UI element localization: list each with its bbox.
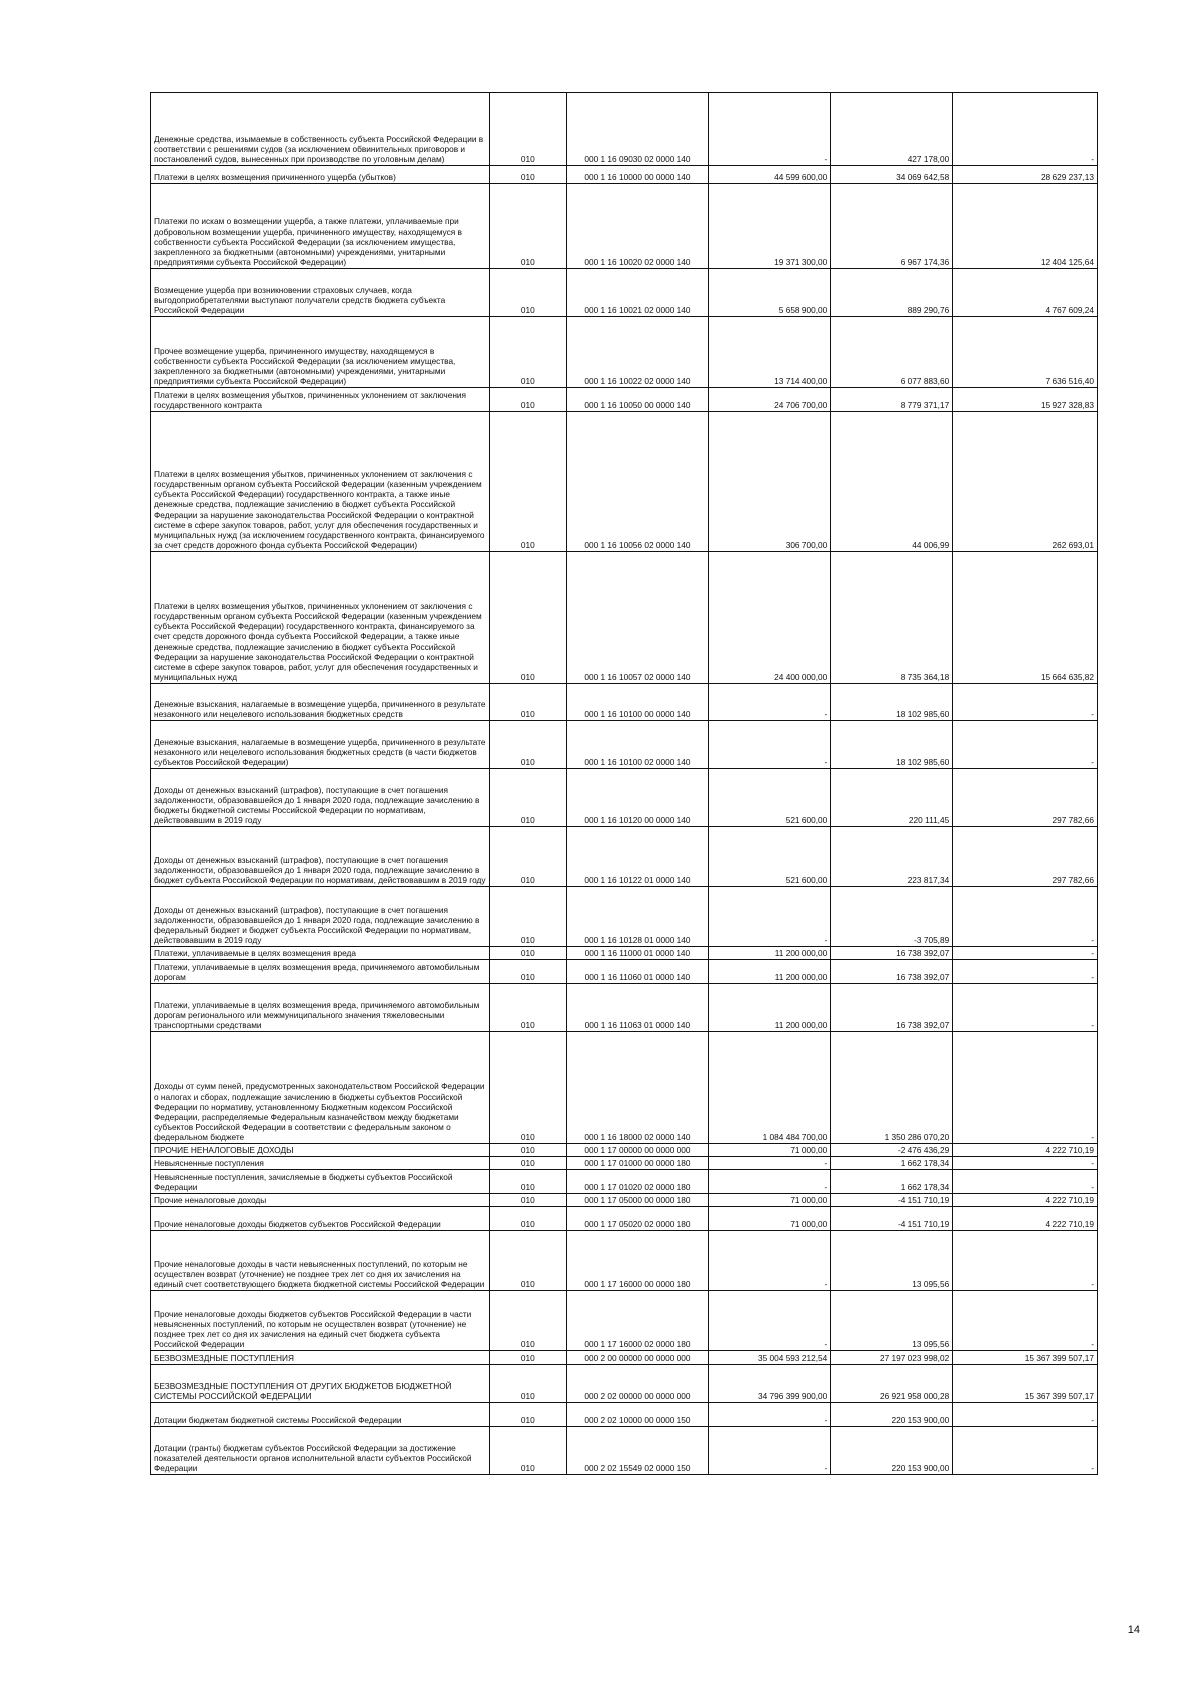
budget-classification-code-cell: 000 2 02 00000 00 0000 000 [566, 1365, 709, 1403]
line-code-cell: 010 [490, 1291, 567, 1351]
line-code-cell: 010 [490, 93, 567, 166]
table-row [151, 684, 1098, 721]
unexecuted-amount-cell: - [953, 1291, 1098, 1351]
unexecuted-amount-cell: - [953, 1427, 1098, 1475]
unexecuted-amount-cell: - [953, 1032, 1098, 1144]
budget-classification-code-cell: 000 1 16 10100 02 0000 140 [566, 721, 709, 769]
budget-classification-code-cell: 000 1 16 10020 02 0000 140 [566, 184, 709, 269]
unexecuted-amount-cell: - [953, 960, 1098, 984]
approved-plan-cell: 24 706 700,00 [709, 388, 831, 412]
income-name-cell: Денежные взыскания, налагаемые в возмещение ущерба, причиненного в результате незаконного или нецелевого использования бюджетных средств [151, 684, 490, 721]
approved-plan-cell: - [709, 93, 831, 166]
budget-classification-code-cell: 000 1 17 05000 00 0000 180 [566, 1194, 709, 1207]
income-name-cell: Возмещение ущерба при возникновении страховых случаев, когда выгодоприобретателями выступают получатели средств бюджета субъекта Российской Федерации [151, 269, 490, 317]
line-code-cell: 010 [490, 827, 567, 887]
table-row [151, 947, 1098, 960]
budget-income-table [150, 92, 1098, 1475]
income-name-cell: Прочее возмещение ущерба, причиненного имуществу, находящемуся в собственности субъекта Российской Федерации (за исключением имущества, закрепленного за бюджетными (автономными) учреждениями, унитарными предприятиями субъекта Российской Федерации) [151, 317, 490, 388]
approved-plan-cell: - [709, 1427, 831, 1475]
income-name-cell: Доходы от денежных взысканий (штрафов), поступающие в счет погашения задолженности, образовавшейся до 1 января 2020 года, подлежащие зачислению в федеральный бюджет и бюджет субъекта Российской Федерации по нормативам, действовавшим в 2019 году [151, 887, 490, 947]
line-code-cell: 010 [490, 1427, 567, 1475]
line-code-cell: 010 [490, 166, 567, 184]
table-row [151, 1351, 1098, 1365]
line-code-cell: 010 [490, 1194, 567, 1207]
approved-plan-cell: 71 000,00 [709, 1194, 831, 1207]
income-name-cell: Невыясненные поступления, зачисляемые в бюджеты субъектов Российской Федерации [151, 1170, 490, 1194]
executed-amount-cell: 8 735 364,18 [831, 552, 953, 684]
executed-amount-cell: -3 705,89 [831, 887, 953, 947]
approved-plan-cell: 71 000,00 [709, 1207, 831, 1231]
budget-classification-code-cell: 000 1 17 01000 00 0000 180 [566, 1157, 709, 1170]
executed-amount-cell: 1 662 178,34 [831, 1157, 953, 1170]
unexecuted-amount-cell: 4 222 710,19 [953, 1144, 1098, 1157]
approved-plan-cell: 11 200 000,00 [709, 960, 831, 984]
executed-amount-cell: 223 817,34 [831, 827, 953, 887]
approved-plan-cell: - [709, 721, 831, 769]
income-name-cell: Денежные средства, изымаемые в собственность субъекта Российской Федерации в соответствии с решениями судов (за исключением обвинительных приговоров и постановлений судов, вынесенных при производстве по уголовным делам) [151, 93, 490, 166]
income-name-cell: Прочие неналоговые доходы в части невыясненных поступлений, по которым не осуществлен возврат (уточнение) не позднее трех лет со дня их зачисления на единый счет соответствующего бюджета бюджетной системы Российской Федерации [151, 1231, 490, 1291]
income-name-cell: Доходы от денежных взысканий (штрафов), поступающие в счет погашения задолженности, образовавшейся до 1 января 2020 года, подлежащие зачислению в бюджеты бюджетной системы Российской Федерации по нормативам, действовавшим в 2019 году [151, 769, 490, 827]
line-code-cell: 010 [490, 1032, 567, 1144]
income-name-cell: Доходы от сумм пеней, предусмотренных законодательством Российской Федерации о налогах и сборах, подлежащие зачислению в бюджеты субъектов Российской Федерации по нормативу, установленному Бюджетным кодексом Российской Федерации, распределяемые Федеральным казначейством между бюджетами субъектов Российской Федерации в соответствии с федеральным законом о федеральном бюджете [151, 1032, 490, 1144]
table-row [151, 1403, 1098, 1427]
table-row [151, 388, 1098, 412]
approved-plan-cell: 306 700,00 [709, 412, 831, 552]
income-name-cell: Платежи в целях возмещения причиненного ущерба (убытков) [151, 166, 490, 184]
approved-plan-cell: 13 714 400,00 [709, 317, 831, 388]
approved-plan-cell: 19 371 300,00 [709, 184, 831, 269]
unexecuted-amount-cell: - [953, 1170, 1098, 1194]
table-row [151, 984, 1098, 1032]
income-name-cell: БЕЗВОЗМЕЗДНЫЕ ПОСТУПЛЕНИЯ ОТ ДРУГИХ БЮДЖЕТОВ БЮДЖЕТНОЙ СИСТЕМЫ РОССИЙСКОЙ ФЕДЕРАЦИИ [151, 1365, 490, 1403]
table-row [151, 827, 1098, 887]
executed-amount-cell: -2 476 436,29 [831, 1144, 953, 1157]
income-name-cell: Дотации (гранты) бюджетам субъектов Российской Федерации за достижение показателей деятельности органов исполнительной власти субъектов Российской Федерации [151, 1427, 490, 1475]
table-row [151, 1157, 1098, 1170]
table-row [151, 1291, 1098, 1351]
table-row [151, 769, 1098, 827]
line-code-cell: 010 [490, 1170, 567, 1194]
table-row [151, 1032, 1098, 1144]
table-row [151, 166, 1098, 184]
line-code-cell: 010 [490, 1403, 567, 1427]
executed-amount-cell: 220 111,45 [831, 769, 953, 827]
line-code-cell: 010 [490, 1365, 567, 1403]
budget-classification-code-cell: 000 1 16 10056 02 0000 140 [566, 412, 709, 552]
unexecuted-amount-cell: - [953, 93, 1098, 166]
line-code-cell: 010 [490, 984, 567, 1032]
income-name-cell: Прочие неналоговые доходы бюджетов субъектов Российской Федерации [151, 1207, 490, 1231]
unexecuted-amount-cell: 28 629 237,13 [953, 166, 1098, 184]
approved-plan-cell: 1 084 484 700,00 [709, 1032, 831, 1144]
executed-amount-cell: 13 095,56 [831, 1291, 953, 1351]
table-row [151, 960, 1098, 984]
executed-amount-cell: 34 069 642,58 [831, 166, 953, 184]
line-code-cell: 010 [490, 684, 567, 721]
table-row [151, 1170, 1098, 1194]
unexecuted-amount-cell: 297 782,66 [953, 827, 1098, 887]
line-code-cell: 010 [490, 388, 567, 412]
approved-plan-cell: 11 200 000,00 [709, 984, 831, 1032]
executed-amount-cell: 6 077 883,60 [831, 317, 953, 388]
income-name-cell: Платежи, уплачиваемые в целях возмещения вреда, причиняемого автомобильным дорогам [151, 960, 490, 984]
budget-classification-code-cell: 000 1 16 10120 00 0000 140 [566, 769, 709, 827]
approved-plan-cell: - [709, 1403, 831, 1427]
budget-classification-code-cell: 000 1 17 01020 02 0000 180 [566, 1170, 709, 1194]
line-code-cell: 010 [490, 1231, 567, 1291]
income-name-cell: Платежи, уплачиваемые в целях возмещения вреда, причиняемого автомобильным дорогам регионального или межмуниципального значения тяжеловесными транспортными средствами [151, 984, 490, 1032]
line-code-cell: 010 [490, 269, 567, 317]
approved-plan-cell: 11 200 000,00 [709, 947, 831, 960]
unexecuted-amount-cell: - [953, 721, 1098, 769]
income-name-cell: Невыясненные поступления [151, 1157, 490, 1170]
table-row [151, 317, 1098, 388]
budget-report-sheet [150, 92, 1098, 1475]
executed-amount-cell: 889 290,76 [831, 269, 953, 317]
unexecuted-amount-cell: 7 636 516,40 [953, 317, 1098, 388]
approved-plan-cell: 521 600,00 [709, 769, 831, 827]
table-row [151, 887, 1098, 947]
line-code-cell: 010 [490, 769, 567, 827]
approved-plan-cell: 24 400 000,00 [709, 552, 831, 684]
executed-amount-cell: -4 151 710,19 [831, 1207, 953, 1231]
budget-classification-code-cell: 000 2 02 15549 02 0000 150 [566, 1427, 709, 1475]
executed-amount-cell: 220 153 900,00 [831, 1403, 953, 1427]
line-code-cell: 010 [490, 960, 567, 984]
income-name-cell: Платежи в целях возмещения убытков, причиненных уклонением от заключения с государственным органом субъекта Российской Федерации (казенным учреждением субъекта Российской Федерации) государственного контракта, финансируемого за счет средств дорожного фонда субъекта Российской Федерации, а также иные денежные средства, подлежащие зачислению в бюджет субъекта Российской Федерации за нарушение законодательства Российской Федерации о контрактной системе в сфере закупок товаров, работ, услуг для обеспечения государственных и муниципальных нужд [151, 552, 490, 684]
table-row [151, 1207, 1098, 1231]
unexecuted-amount-cell: - [953, 684, 1098, 721]
budget-classification-code-cell: 000 1 16 09030 02 0000 140 [566, 93, 709, 166]
table-row [151, 93, 1098, 166]
income-name-cell: ПРОЧИЕ НЕНАЛОГОВЫЕ ДОХОДЫ [151, 1144, 490, 1157]
unexecuted-amount-cell: - [953, 1231, 1098, 1291]
table-row [151, 184, 1098, 269]
approved-plan-cell: 71 000,00 [709, 1144, 831, 1157]
approved-plan-cell: 521 600,00 [709, 827, 831, 887]
budget-classification-code-cell: 000 1 16 10000 00 0000 140 [566, 166, 709, 184]
budget-classification-code-cell: 000 1 17 05020 02 0000 180 [566, 1207, 709, 1231]
unexecuted-amount-cell: - [953, 1403, 1098, 1427]
income-name-cell: Платежи в целях возмещения убытков, причиненных уклонением от заключения государственного контракта [151, 388, 490, 412]
budget-classification-code-cell: 000 1 16 18000 02 0000 140 [566, 1032, 709, 1144]
approved-plan-cell: - [709, 1291, 831, 1351]
budget-classification-code-cell: 000 1 16 11060 01 0000 140 [566, 960, 709, 984]
budget-classification-code-cell: 000 1 16 10050 00 0000 140 [566, 388, 709, 412]
unexecuted-amount-cell: 4 222 710,19 [953, 1194, 1098, 1207]
line-code-cell: 010 [490, 1144, 567, 1157]
line-code-cell: 010 [490, 412, 567, 552]
unexecuted-amount-cell: 15 367 399 507,17 [953, 1351, 1098, 1365]
executed-amount-cell: 1 350 286 070,20 [831, 1032, 953, 1144]
table-row [151, 721, 1098, 769]
budget-classification-code-cell: 000 1 16 11063 01 0000 140 [566, 984, 709, 1032]
income-name-cell: Платежи в целях возмещения убытков, причиненных уклонением от заключения с государственным органом субъекта Российской Федерации (казенным учреждением субъекта Российской Федерации) государственного контракта, а также иные денежные средства, подлежащие зачислению в бюджет субъекта Российской Федерации за нарушение законодательства Российской Федерации о контрактной системе в сфере закупок товаров, работ, услуг для обеспечения государственных и муниципальных нужд (за исключением государственного контракта, финансируемого за счет средств дорожного фонда субъекта Российской Федерации) [151, 412, 490, 552]
executed-amount-cell: 427 178,00 [831, 93, 953, 166]
unexecuted-amount-cell: 297 782,66 [953, 769, 1098, 827]
table-row [151, 1231, 1098, 1291]
budget-classification-code-cell: 000 1 16 10128 01 0000 140 [566, 887, 709, 947]
executed-amount-cell: 44 006,99 [831, 412, 953, 552]
approved-plan-cell: 44 599 600,00 [709, 166, 831, 184]
budget-classification-code-cell: 000 1 17 00000 00 0000 000 [566, 1144, 709, 1157]
budget-classification-code-cell: 000 1 16 10022 02 0000 140 [566, 317, 709, 388]
budget-classification-code-cell: 000 1 16 10100 00 0000 140 [566, 684, 709, 721]
executed-amount-cell: 13 095,56 [831, 1231, 953, 1291]
unexecuted-amount-cell: - [953, 984, 1098, 1032]
unexecuted-amount-cell: - [953, 887, 1098, 947]
line-code-cell: 010 [490, 947, 567, 960]
income-name-cell: Доходы от денежных взысканий (штрафов), поступающие в счет погашения задолженности, образовавшейся до 1 января 2020 года, подлежащие зачислению в бюджет субъекта Российской Федерации по нормативам, действовавшим в 2019 году [151, 827, 490, 887]
budget-classification-code-cell: 000 1 16 10122 01 0000 140 [566, 827, 709, 887]
approved-plan-cell: 5 658 900,00 [709, 269, 831, 317]
table-row [151, 269, 1098, 317]
table-row [151, 1194, 1098, 1207]
approved-plan-cell: - [709, 1157, 831, 1170]
income-name-cell: Прочие неналоговые доходы бюджетов субъектов Российской Федерации в части невыясненных поступлений, по которым не осуществлен возврат (уточнение) не позднее трех лет со дня их зачисления на единый счет бюджета субъекта Российской Федерации [151, 1291, 490, 1351]
unexecuted-amount-cell: 262 693,01 [953, 412, 1098, 552]
unexecuted-amount-cell: 4 767 609,24 [953, 269, 1098, 317]
income-name-cell: Платежи, уплачиваемые в целях возмещения вреда [151, 947, 490, 960]
line-code-cell: 010 [490, 552, 567, 684]
income-name-cell: БЕЗВОЗМЕЗДНЫЕ ПОСТУПЛЕНИЯ [151, 1351, 490, 1365]
budget-classification-code-cell: 000 2 00 00000 00 0000 000 [566, 1351, 709, 1365]
executed-amount-cell: 27 197 023 998,02 [831, 1351, 953, 1365]
line-code-cell: 010 [490, 1207, 567, 1231]
budget-classification-code-cell: 000 1 17 16000 00 0000 180 [566, 1231, 709, 1291]
income-name-cell: Дотации бюджетам бюджетной системы Российской Федерации [151, 1403, 490, 1427]
unexecuted-amount-cell: 12 404 125,64 [953, 184, 1098, 269]
executed-amount-cell: 16 738 392,07 [831, 947, 953, 960]
budget-classification-code-cell: 000 1 17 16000 02 0000 180 [566, 1291, 709, 1351]
unexecuted-amount-cell: 4 222 710,19 [953, 1207, 1098, 1231]
approved-plan-cell: 35 004 593 212,54 [709, 1351, 831, 1365]
line-code-cell: 010 [490, 184, 567, 269]
table-row [151, 1365, 1098, 1403]
budget-classification-code-cell: 000 2 02 10000 00 0000 150 [566, 1403, 709, 1427]
income-name-cell: Прочие неналоговые доходы [151, 1194, 490, 1207]
approved-plan-cell: - [709, 1231, 831, 1291]
budget-classification-code-cell: 000 1 16 10057 02 0000 140 [566, 552, 709, 684]
approved-plan-cell: 34 796 399 900,00 [709, 1365, 831, 1403]
line-code-cell: 010 [490, 721, 567, 769]
unexecuted-amount-cell: - [953, 947, 1098, 960]
unexecuted-amount-cell: 15 664 635,82 [953, 552, 1098, 684]
executed-amount-cell: 18 102 985,60 [831, 684, 953, 721]
unexecuted-amount-cell: 15 367 399 507,17 [953, 1365, 1098, 1403]
table-row [151, 1427, 1098, 1475]
executed-amount-cell: 18 102 985,60 [831, 721, 953, 769]
unexecuted-amount-cell: - [953, 1157, 1098, 1170]
executed-amount-cell: 16 738 392,07 [831, 984, 953, 1032]
budget-classification-code-cell: 000 1 16 11000 01 0000 140 [566, 947, 709, 960]
income-name-cell: Денежные взыскания, налагаемые в возмещение ущерба, причиненного в результате незаконного или нецелевого использования бюджетных средств (в части бюджетов субъектов Российской Федерации) [151, 721, 490, 769]
executed-amount-cell: 16 738 392,07 [831, 960, 953, 984]
table-row [151, 552, 1098, 684]
approved-plan-cell: - [709, 1170, 831, 1194]
line-code-cell: 010 [490, 317, 567, 388]
line-code-cell: 010 [490, 1157, 567, 1170]
executed-amount-cell: 1 662 178,34 [831, 1170, 953, 1194]
executed-amount-cell: -4 151 710,19 [831, 1194, 953, 1207]
table-row [151, 1144, 1098, 1157]
executed-amount-cell: 6 967 174,36 [831, 184, 953, 269]
line-code-cell: 010 [490, 887, 567, 947]
executed-amount-cell: 8 779 371,17 [831, 388, 953, 412]
table-row [151, 412, 1098, 552]
executed-amount-cell: 26 921 958 000,28 [831, 1365, 953, 1403]
unexecuted-amount-cell: 15 927 328,83 [953, 388, 1098, 412]
page-number: 14 [1127, 1624, 1140, 1636]
executed-amount-cell: 220 153 900,00 [831, 1427, 953, 1475]
budget-classification-code-cell: 000 1 16 10021 02 0000 140 [566, 269, 709, 317]
approved-plan-cell: - [709, 887, 831, 947]
approved-plan-cell: - [709, 684, 831, 721]
income-name-cell: Платежи по искам о возмещении ущерба, а также платежи, уплачиваемые при добровольном возмещении ущерба, причиненного имуществу, находящемуся в собственности субъекта Российской Федерации (за исключением имущества, закрепленного за бюджетными (автономными) учреждениями, унитарными предприятиями субъекта Российской Федерации) [151, 184, 490, 269]
line-code-cell: 010 [490, 1351, 567, 1365]
